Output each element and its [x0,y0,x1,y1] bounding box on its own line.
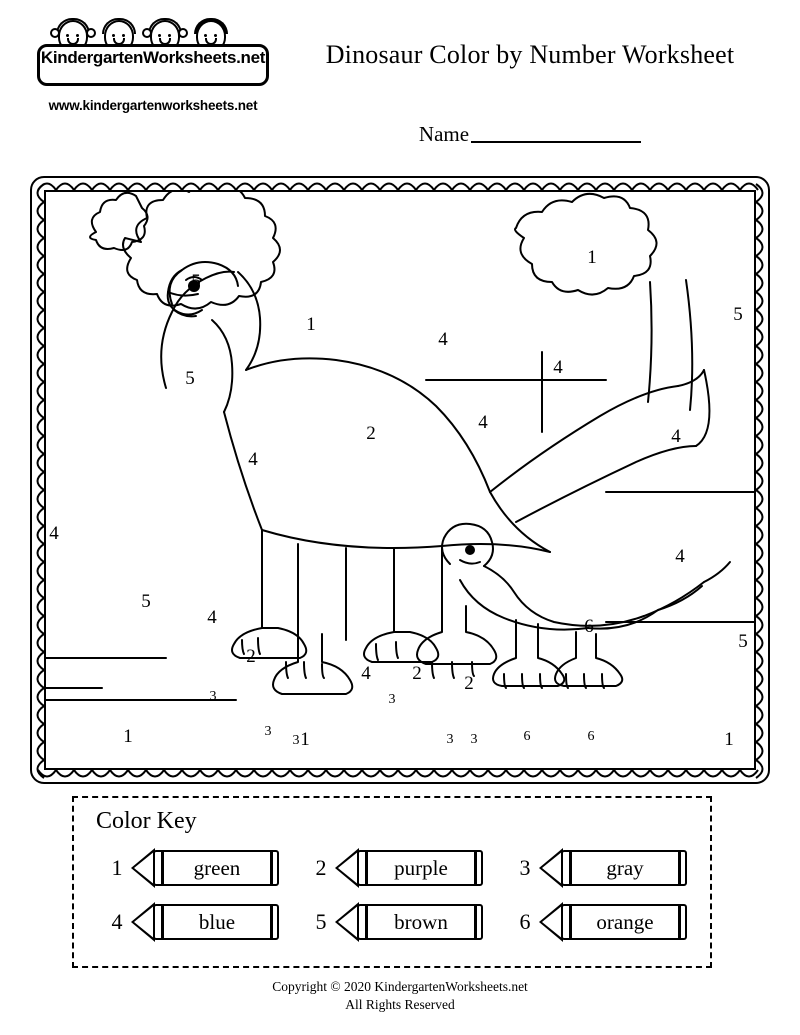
toe-number: 6 [523,729,531,744]
color-key-number: 1 [111,855,123,880]
site-logo-block [28,18,278,113]
region-number: 2 [246,646,256,667]
region-number: 4 [361,663,371,684]
color-key-item [292,902,496,942]
crayon-icon [335,848,483,888]
color-key-item [88,902,292,942]
toe-number: 3 [209,689,217,704]
color-key-label: blue [198,910,236,934]
region-number: 1 [306,314,316,335]
footer [0,978,800,1014]
color-key-label: purple [394,856,448,880]
color-key-item [292,848,496,888]
region-number: 2 [412,663,422,684]
region-number: 5 [141,591,151,612]
region-number: 5 [738,631,748,652]
crayon-icon [539,902,687,942]
color-key-label: gray [606,856,644,880]
dinosaur-scene-illustration [46,192,754,768]
region-number: 4 [671,426,681,447]
color-key-item [88,848,292,888]
site-url: www.kindergartenworksheets.net [48,98,258,113]
picture-area [44,190,756,770]
region-number: 4 [438,329,448,350]
region-number: 2 [464,673,474,694]
color-key-item [496,902,700,942]
region-number: 5 [191,271,201,292]
color-key-item [496,848,700,888]
crayon-icon [539,848,687,888]
color-key-number: 6 [519,909,531,934]
picture-frame [30,176,770,784]
page-title: Dinosaur Color by Number Worksheet [325,40,735,69]
toe-number: 3 [264,724,272,739]
name-label: Name [418,122,470,146]
crayon-icon [131,902,279,942]
region-number: 1 [724,729,734,750]
toe-number: 3 [388,692,396,707]
name-input-blank[interactable] [471,123,641,143]
region-number: 1 [587,247,597,268]
color-key-label: brown [394,910,448,934]
region-number: 4 [49,523,59,544]
color-key-number: 5 [315,909,327,934]
region-number: 1 [300,729,310,750]
color-key-number: 4 [111,909,123,934]
region-number: 2 [366,423,376,444]
toe-number: 3 [470,732,478,747]
logo-badge [37,18,269,90]
color-key-label: green [193,856,241,880]
region-number: 5 [185,368,195,389]
region-number: 1 [123,726,133,747]
toe-number: 6 [587,729,595,744]
crayon-icon [335,902,483,942]
color-key-grid [88,848,700,942]
region-number: 5 [733,304,743,325]
copyright-text: Copyright © 2020 KindergartenWorksheets.net [272,979,528,994]
region-number: 4 [478,412,488,433]
color-key-box [72,796,712,968]
region-number: 4 [553,357,563,378]
toe-number: 3 [292,733,300,748]
color-key-number: 2 [315,855,327,880]
crayon-icon [131,848,279,888]
rights-text: All Rights Reserved [345,997,455,1012]
region-number: 4 [207,607,217,628]
color-key-label: orange [596,910,654,934]
logo-text: KindergartenWorksheets.net [40,48,266,67]
region-number: 4 [675,546,685,567]
toe-number: 3 [446,732,454,747]
color-key-title: Color Key [96,808,197,834]
region-number: 6 [584,616,594,637]
name-field-row [285,122,775,147]
color-key-number: 3 [519,855,531,880]
region-number: 4 [248,449,258,470]
